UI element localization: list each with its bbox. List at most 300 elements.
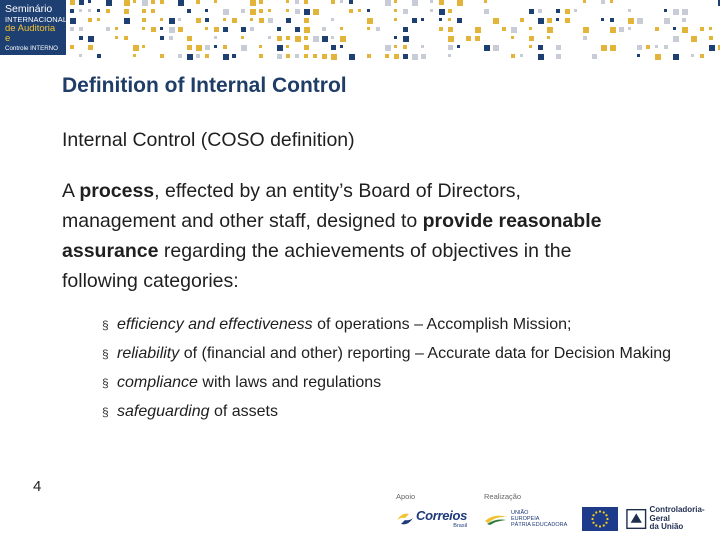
pattern-square (88, 18, 92, 22)
definition-paragraph (62, 176, 622, 296)
pattern-square (304, 45, 309, 50)
pattern-square (241, 36, 244, 39)
pattern-square (403, 9, 408, 14)
pattern-square (673, 9, 679, 15)
pattern-square (664, 9, 667, 12)
apoio-label: Apoio (396, 492, 416, 501)
eu-star (605, 514, 607, 516)
pattern-square (151, 9, 155, 13)
pattern-square (331, 45, 336, 50)
pattern-square (583, 27, 589, 33)
pattern-square (574, 9, 577, 12)
pattern-square (331, 18, 334, 21)
pattern-square (250, 27, 254, 31)
pattern-square (565, 9, 570, 14)
pattern-square (79, 9, 82, 12)
eu-star (606, 518, 608, 520)
pattern-square (412, 0, 418, 6)
pattern-square (133, 0, 136, 3)
eu-flag-logo (582, 506, 618, 532)
list-item (102, 342, 672, 366)
eu-flag-icon (582, 507, 618, 531)
pattern-square (286, 18, 291, 23)
bullet-marker: § (102, 405, 109, 419)
eu-stars-icon (582, 507, 618, 531)
pattern-square (277, 54, 282, 59)
pattern-square (259, 18, 264, 23)
pattern-square (160, 54, 164, 58)
pattern-square (376, 27, 380, 31)
pattern-square (295, 9, 300, 14)
pattern-square (475, 36, 480, 41)
pattern-square (340, 27, 343, 30)
pattern-square (133, 45, 139, 51)
pattern-square (358, 9, 361, 12)
pattern-square (259, 45, 262, 48)
pattern-square (313, 54, 317, 58)
pattern-square (223, 54, 229, 60)
eu-star (592, 522, 594, 524)
pattern-square (619, 27, 624, 32)
pattern-square (511, 27, 517, 33)
pattern-square (196, 0, 200, 4)
pattern-square (88, 36, 94, 42)
pattern-square (268, 18, 273, 23)
pattern-square (79, 54, 82, 57)
correios-logo (396, 506, 467, 532)
eu-star (592, 514, 594, 516)
pattern-square (268, 9, 271, 12)
pattern-square (304, 54, 308, 58)
swoosh-icon (484, 512, 508, 526)
pattern-square (304, 36, 308, 40)
pattern-square (295, 54, 299, 58)
seminar-logo (0, 0, 66, 55)
pattern-square (250, 0, 256, 6)
logo-line-2: INTERNACIONAL (5, 14, 68, 24)
pattern-square (637, 18, 643, 24)
pattern-square (691, 36, 697, 42)
bullet-marker: § (102, 376, 109, 390)
pattern-square (403, 27, 408, 32)
pattern-square (529, 45, 532, 48)
pattern-square (169, 27, 175, 33)
pattern-square (439, 27, 443, 31)
pattern-square (601, 18, 604, 21)
pattern-square (277, 45, 283, 51)
pattern-square (340, 45, 343, 48)
pattern-square (457, 0, 463, 6)
pattern-square (322, 27, 326, 31)
pattern-square (655, 54, 661, 60)
pattern-square (313, 9, 319, 15)
pattern-square (70, 18, 76, 24)
list-item (102, 313, 672, 337)
pattern-square (259, 0, 263, 4)
pattern-square (142, 0, 148, 6)
pattern-square (448, 18, 451, 21)
pattern-square (97, 54, 101, 58)
pattern-square (709, 45, 715, 51)
eu-star (591, 518, 593, 520)
list-item (102, 371, 672, 395)
pattern-square (223, 27, 228, 32)
pattern-square (232, 18, 237, 23)
pattern-square (439, 18, 442, 21)
correios-sub: Brasil (453, 523, 468, 530)
bullet-marker: § (102, 347, 109, 361)
pattern-square (601, 0, 605, 4)
logo-line-4: Controle INTERNO (5, 45, 58, 52)
logo-line-1: Seminário (5, 3, 53, 15)
pattern-square (691, 54, 694, 57)
bullet-text: of (financial and other) reporting – Accurate data for Decision Making (179, 345, 672, 362)
pattern-square (493, 18, 499, 24)
pattern-square (529, 36, 534, 41)
para-text-2: , effected by an entity’s Board of Directors, management and other staff, designed to (62, 180, 521, 232)
eu-star (595, 524, 597, 526)
pattern-square (421, 45, 424, 48)
pattern-square (142, 45, 145, 48)
pattern-square (430, 9, 433, 12)
pattern-square (331, 36, 334, 39)
pattern-square (682, 27, 688, 33)
pattern-square (430, 0, 433, 3)
pattern-square (637, 45, 642, 50)
pattern-square (205, 45, 210, 50)
pattern-square (403, 54, 408, 59)
pattern-square (547, 27, 553, 33)
pattern-square (538, 45, 543, 50)
pattern-square (304, 9, 310, 15)
pattern-square (223, 18, 226, 21)
pattern-square (97, 9, 100, 12)
pattern-square (628, 27, 631, 30)
pattern-square (628, 9, 631, 12)
list-item (102, 400, 672, 424)
pattern-square (304, 0, 308, 4)
pattern-square (142, 9, 146, 13)
pattern-square (484, 45, 490, 51)
pattern-square (304, 18, 309, 23)
eu-star (599, 525, 601, 527)
bullet-emphasis: safeguarding (117, 403, 210, 420)
pattern-square (601, 45, 607, 51)
eu-star (599, 510, 601, 512)
pattern-square (106, 0, 112, 6)
pattern-square (367, 9, 370, 12)
pattern-square (484, 0, 487, 3)
pattern-square (160, 36, 164, 40)
pattern-square (700, 54, 704, 58)
bullet-emphasis: efficiency and effectiveness (117, 316, 313, 333)
pattern-square (448, 9, 452, 13)
pattern-square (178, 0, 184, 6)
pattern-square (259, 54, 263, 58)
pattern-square (259, 9, 263, 13)
pattern-square (196, 45, 202, 51)
cgu-line-2: da União (649, 522, 684, 532)
pattern-square (340, 36, 346, 42)
pattern-square (70, 9, 74, 13)
pattern-square (394, 0, 397, 3)
eu-star (605, 522, 607, 524)
slide-subtitle: Internal Control (COSO definition) (62, 129, 355, 151)
pattern-square (448, 36, 454, 42)
eu-star (595, 511, 597, 513)
pattern-square (367, 27, 370, 30)
pattern-square (538, 18, 544, 24)
bullet-emphasis: reliability (117, 345, 180, 362)
pattern-square (448, 27, 453, 32)
pattern-square (403, 36, 409, 42)
pattern-square (583, 36, 587, 40)
pattern-square (484, 9, 489, 14)
pattern-square (286, 36, 290, 40)
pattern-square (709, 27, 712, 30)
pattern-square (313, 36, 319, 42)
category-list (102, 313, 672, 429)
pattern-square (169, 18, 175, 24)
pattern-square (511, 36, 514, 39)
pattern-square (214, 45, 217, 48)
pattern-square (277, 27, 281, 31)
pattern-square (106, 9, 110, 13)
pattern-square (241, 45, 247, 51)
pattern-square (349, 9, 353, 13)
para-bold-process: process (79, 180, 155, 202)
pattern-square (538, 54, 544, 60)
pattern-square (187, 9, 191, 13)
pattern-square (205, 27, 208, 30)
pattern-square (277, 36, 282, 41)
para-text-1: A (62, 180, 80, 202)
pattern-square (178, 27, 183, 32)
pattern-square (556, 9, 560, 13)
pattern-square (628, 18, 634, 24)
slide-title: Definition of Internal Control (62, 74, 347, 97)
pattern-square (457, 18, 462, 23)
bullet-text: of operations – Accomplish Mission; (312, 316, 572, 333)
pattern-square (268, 36, 271, 39)
pattern-square (475, 27, 481, 33)
eu-star (603, 511, 605, 513)
pattern-square (547, 36, 550, 39)
header-banner (0, 0, 720, 60)
pattern-square (322, 54, 327, 59)
realizacao-label: Realização (484, 492, 522, 501)
pattern-square (160, 0, 164, 4)
pattern-square (214, 0, 217, 3)
pattern-square (394, 9, 397, 12)
pattern-square (250, 18, 253, 21)
pattern-square (124, 0, 130, 6)
education-sponsor-logo (484, 506, 567, 532)
pattern-square (556, 54, 561, 59)
pattern-square (151, 0, 155, 4)
pattern-square (529, 27, 532, 30)
sponsor2-line-1: UNIÃO (511, 509, 529, 516)
pattern-square (637, 54, 640, 57)
pattern-square (178, 54, 182, 58)
pattern-square (160, 27, 163, 30)
pattern-square (70, 0, 75, 5)
pattern-square (394, 18, 397, 21)
pattern-square (241, 9, 245, 13)
pattern-square (439, 0, 444, 5)
pattern-square (97, 18, 100, 21)
pattern-square (286, 45, 289, 48)
pattern-square (196, 18, 201, 23)
pattern-square (502, 27, 506, 31)
para-text-3: regarding the achievements of objectives in the following categories: (62, 240, 572, 292)
pattern-square (709, 36, 713, 40)
pattern-square (151, 27, 156, 32)
pattern-square (529, 9, 534, 14)
pattern-square (520, 18, 524, 22)
pattern-square (304, 27, 310, 33)
pattern-square (439, 9, 445, 15)
pattern-square (241, 27, 246, 32)
pattern-square (394, 54, 399, 59)
pattern-square (214, 36, 217, 39)
pattern-square (421, 18, 424, 21)
pattern-square (520, 54, 523, 57)
pattern-square (448, 45, 453, 50)
pattern-square (160, 18, 163, 21)
bullet-emphasis: compliance (117, 374, 198, 391)
pattern-square (187, 54, 193, 60)
pattern-square (79, 36, 83, 40)
pattern-square (547, 18, 552, 23)
pattern-square (610, 45, 616, 51)
pattern-square (664, 18, 670, 24)
pattern-square (412, 18, 417, 23)
pattern-square (664, 45, 668, 49)
pattern-square (223, 9, 229, 15)
sponsor2-line-3: PÁTRIA EDUCADORA (511, 522, 568, 529)
pattern-square (286, 9, 289, 12)
bullet-text: of assets (209, 403, 278, 420)
pattern-square (673, 36, 679, 42)
pattern-square (169, 36, 173, 40)
pattern-square (673, 27, 676, 30)
pattern-square (115, 36, 118, 39)
pattern-square (331, 54, 337, 60)
pattern-square (295, 36, 301, 42)
pattern-square (610, 18, 614, 22)
pattern-square (367, 18, 373, 24)
para-bold-assurance: provide reasonable assurance (62, 210, 602, 262)
pattern-square (394, 36, 397, 39)
cgu-emblem-icon (626, 508, 647, 530)
pattern-square (538, 9, 542, 13)
pattern-square (187, 36, 192, 41)
pattern-square (394, 45, 397, 48)
pattern-square (412, 54, 418, 60)
pattern-square (295, 0, 299, 4)
pattern-square (610, 0, 613, 3)
pattern-square (196, 54, 200, 58)
pattern-square (223, 45, 227, 49)
pattern-square (106, 27, 110, 31)
pattern-square (124, 9, 129, 14)
pattern-square (70, 27, 74, 31)
pattern-square (466, 36, 471, 41)
pattern-square (457, 45, 460, 48)
pattern-square (421, 54, 426, 59)
pattern-square (214, 27, 219, 32)
cgu-line-1: Controladoria-Geral (649, 504, 705, 523)
pattern-square (322, 36, 328, 42)
pattern-square (448, 54, 451, 57)
pattern-square (403, 45, 407, 49)
pattern-square (142, 18, 146, 22)
decorative-square-pattern (0, 0, 720, 60)
pattern-square (673, 54, 679, 60)
pattern-square (682, 18, 686, 22)
pattern-square (124, 18, 130, 24)
pattern-square (70, 45, 74, 49)
eu-star (603, 524, 605, 526)
pattern-square (232, 54, 236, 58)
pattern-square (88, 45, 93, 50)
pattern-square (187, 45, 192, 50)
pattern-square (565, 18, 570, 23)
sponsor2-line-2: EUROPEIA (511, 515, 540, 522)
pattern-square (124, 36, 128, 40)
pattern-square (295, 27, 300, 32)
pattern-square (286, 54, 290, 58)
correios-name: Correios (416, 508, 468, 524)
pattern-square (583, 0, 586, 3)
pattern-square (349, 54, 355, 60)
pattern-square (682, 9, 688, 15)
correios-icon (396, 511, 414, 527)
pattern-square (205, 9, 208, 12)
pattern-square (655, 45, 658, 48)
pattern-square (331, 0, 335, 4)
pattern-square (133, 54, 136, 57)
pattern-square (349, 0, 353, 4)
bullet-marker: § (102, 318, 109, 332)
cgu-logo (626, 506, 720, 532)
pattern-square (556, 18, 559, 21)
pattern-square (493, 45, 499, 51)
pattern-square (556, 45, 561, 50)
pattern-square (205, 54, 209, 58)
pattern-square (655, 27, 659, 31)
pattern-square (385, 45, 391, 51)
pattern-square (610, 27, 616, 33)
pattern-square (511, 54, 515, 58)
pattern-square (115, 27, 118, 30)
pattern-square (592, 54, 597, 59)
pattern-square (88, 0, 91, 3)
pattern-square (88, 9, 91, 12)
logo-line-3: de Auditoria e (5, 23, 56, 44)
pattern-square (79, 0, 84, 5)
pattern-square (385, 54, 389, 58)
pattern-square (367, 54, 371, 58)
pattern-square (286, 0, 289, 3)
pattern-square (178, 18, 181, 21)
pattern-square (142, 27, 145, 30)
page-number: 4 (33, 478, 42, 495)
pattern-square (250, 9, 256, 15)
pattern-square (700, 27, 704, 31)
pattern-square (385, 0, 391, 6)
